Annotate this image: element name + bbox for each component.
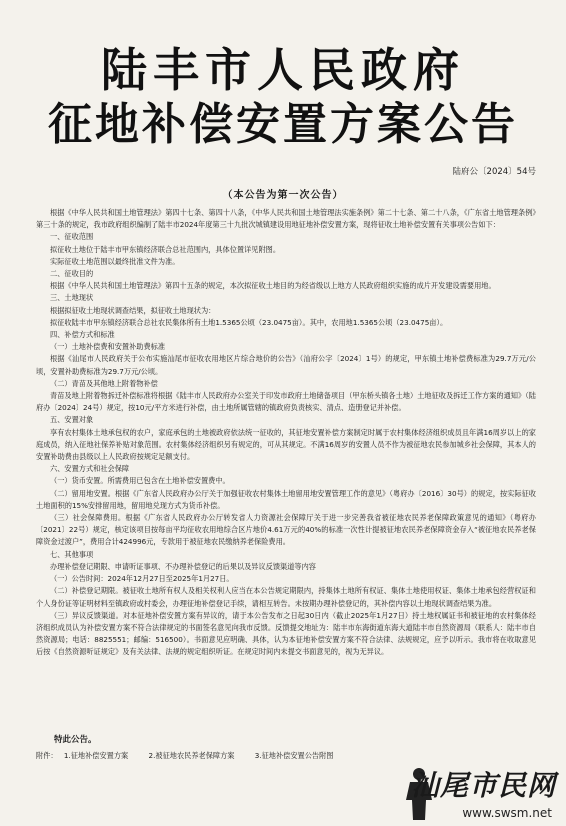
document-number: 陆府公〔2024〕54号 (452, 167, 536, 177)
watermark-url: www.swsm.net (462, 806, 552, 820)
title-line-1: 陆丰市人民政府 (101, 43, 465, 97)
section-heading: 五、安置对象 (50, 415, 94, 425)
attachments-label: 附件： (36, 751, 58, 760)
paragraph: （三）社会保障费用。根据《广东省人民政府办公厅转发省人力资源社会保障厅关于进一步完善我省被征地农民养老保障政策意见的通知》（粤府办〔2021〕22号）规定，核定该项目按每亩平均征收农用地综合区片地价4.61万元的40%的标准一次性计提被征地农民养老保障资金存入“被征地农民养老保障资金过渡户”，费用合计424996元，专款用于被征地农民缴纳养老保险费用。 (36, 513, 536, 547)
paragraph: （二）补偿登记期限。被征收土地所有权人及相关权利人应当在本公告规定期限内，持集体土地所有权证、集体土地使用权证、集体土地承包经营权证和个人身份证等证明材料至镇政府或村委会，办理征地补偿登记手续，请相互转告。未按期办理补偿登记的，其补偿内容以土地现状调查结果为准。 (36, 586, 536, 608)
paragraph: 根据《中华人民共和国土地管理法》第四十五条的规定，本次拟征收土地目的为经省级以上地方人民政府组织实施的成片开发建设需要用地。 (50, 281, 496, 291)
paragraph: 实际征收土地范围以最终批准文件为准。 (50, 256, 180, 266)
paragraph: 享有农村集体土地承包权的农户，家庭承包的土地被政府依法统一征收的，其征地安置补偿方案制定时属于农村集体经济组织成员且年满16周岁以上的家庭成员，纳入征地社保养补贴对象范围。农村集体经济组织另有规定的，可从其规定。不满16周岁的安置人员不作为被征地农民参加城乡社会保障，其本人的安置补助费由县级以上人民政府按规定足额支付。 (36, 427, 536, 462)
paragraph: 根据《中华人民共和国土地管理法》第四十七条、第四十八条，《中华人民共和国土地管理法实施条例》第二十七条、第二十八条，《广东省土地管理条例》第三十条的规定，我市政府组织编制了陆丰市2024年度第三十九批次城镇建设用地征地补偿安置方案，现将征收土地补偿安置有关事项公告如下： (36, 208, 536, 230)
attachment-item: 1.征地补偿安置方案 (63, 751, 129, 760)
notice-label: （本公告为第一次公告） (222, 190, 344, 201)
section-heading: 七、其他事项 (50, 549, 94, 559)
paragraph: （三）异议反馈渠道。对本征地补偿安置方案有异议的，请于本公告发布之日起30日内（截止2025年1月27日）持土地权属证书和被征地的农村集体经济组织成员认为补偿安置方案不符合法律规定的书面签名意见向我市反馈。反馈提交地址为：陆丰市东海街道东海大道陆丰市自然资源局（联系人：陆丰市自然资源局；电话：8825551；邮编：516500）。书面意见应明确、具体，认为本征地补偿安置方案不符合法律、法规规定，应予以听示。我市将在收取意见后按《自然资源听证规定》及有关法律、法规的规定组织听证。在规定时间内未提交书面意见的，视为无异议。 (36, 610, 536, 657)
attachments-list (36, 751, 536, 761)
paragraph: 拟征收陆丰市甲东镇经济联合总社农民集体所有土地1.5365公顷（23.0475亩）。其中，农用地1.5365公顷（23.0475亩）。 (50, 317, 448, 327)
paragraph: 办理补偿登记期限、申请听证事项、不办理补偿登记的后果以及异议反馈渠道等内容 (50, 561, 316, 571)
sub-heading: （二）青苗及其他地上附着物补偿 (50, 378, 158, 388)
section-heading: 二、征收目的 (50, 269, 94, 279)
paragraph: （一）货币安置。所需费用已包含在土地补偿安置费中。 (50, 476, 230, 486)
section-heading: 三、土地现状 (50, 293, 94, 303)
paragraph: 根据《汕尾市人民政府关于公布实施汕尾市征收农用地区片综合地价的公告》（汕府公字〔2024〕1号）的规定，甲东镇土地补偿费标准为29.7万元/公顷，安置补助费标准为29.7万元/公顷。 (36, 354, 536, 376)
watermark-name: 汕尾市民网 (410, 769, 556, 802)
closing-text: 特此公告。 (54, 735, 97, 745)
section-heading: 四、补偿方式和标准 (50, 330, 115, 340)
announcement-body (36, 207, 536, 659)
site-watermark (400, 762, 560, 822)
sub-heading: （一）土地补偿费和安置补助费标准 (50, 342, 166, 352)
paragraph: （一）公告时间：2024年12月27日至2025年1月27日。 (50, 574, 234, 584)
paragraph: 根据拟征收土地现状调查结果，拟征收土地现状为： (50, 305, 216, 315)
attachment-item: 3.征地补偿安置公告附图 (254, 751, 334, 760)
paragraph: （二）留用地安置。根据《广东省人民政府办公厅关于加强征收农村集体土地留用地安置管理工作的意见》（粤府办〔2016〕30号）的规定，按实际征收土地面积的15%安排留用地，留用地兑现方式为货币补偿。 (36, 488, 536, 510)
title-line-2: 征地补偿安置方案公告 (48, 99, 518, 150)
paragraph: 拟征收土地位于陆丰市甲东镇经济联合总社范围内，具体位置详见附图。 (50, 244, 281, 254)
paragraph: 青苗及地上附着物拆迁补偿标准将根据《陆丰市人民政府办公室关于印发市政府土地储备项目（甲东桥头镇各土地）土地征收及拆迁工作方案的通知》（陆府办〔2024〕24号）规定，按10元/平方米进行补偿，由土地所属管辖的镇政府负责核实、清点、造册登记并补偿。 (36, 391, 536, 413)
section-heading: 六、安置方式和社会保障 (50, 464, 130, 474)
section-heading: 一、征收范围 (50, 232, 94, 242)
attachment-item: 2.被征地农民养老保障方案 (148, 751, 235, 760)
